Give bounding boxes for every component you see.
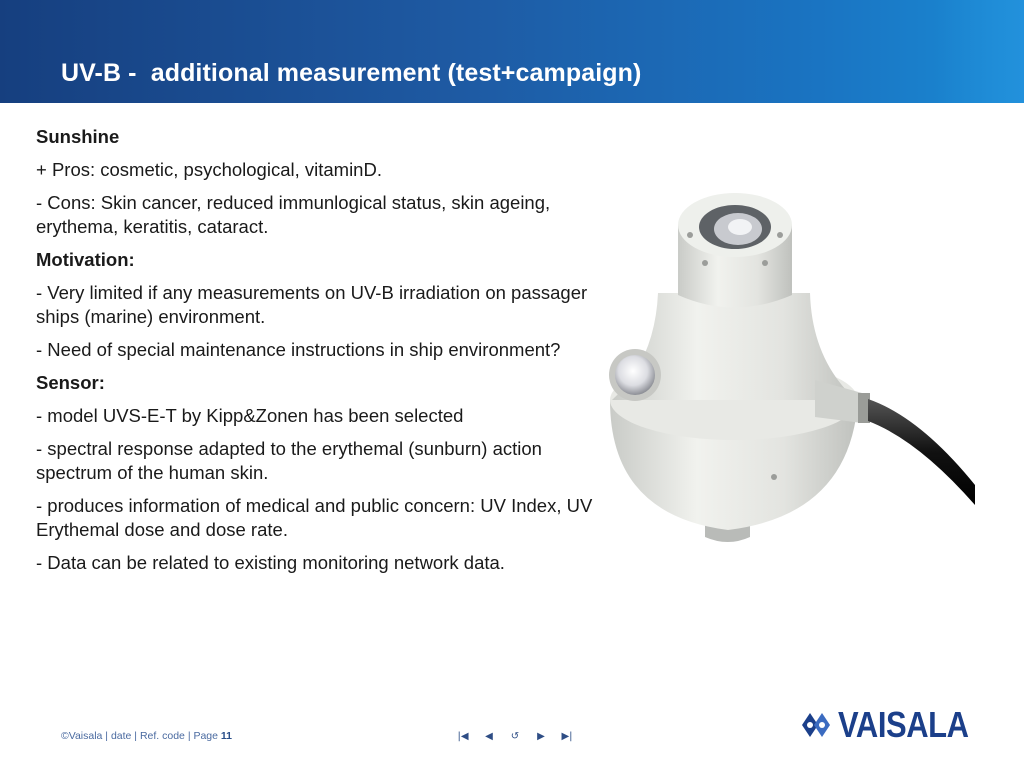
body-paragraph: - model UVS-E-T by Kipp&Zonen has been selected <box>36 405 464 426</box>
section-heading: Sunshine <box>36 126 120 147</box>
next-slide-icon[interactable]: ▶ <box>537 730 545 742</box>
previous-slide-icon[interactable]: ◀ <box>485 730 493 742</box>
section-heading: Motivation: <box>36 249 135 270</box>
logo-wordmark: VAISALA <box>838 704 969 745</box>
body-paragraph: + Pros: cosmetic, psychological, vitaminD. <box>36 159 382 180</box>
first-slide-icon[interactable]: |◀ <box>457 730 469 742</box>
last-slide-icon[interactable]: ▶| <box>561 730 573 742</box>
return-icon[interactable]: ↺ <box>510 730 520 742</box>
uv-sensor-photo <box>600 185 975 550</box>
body-paragraph: - spectral response adapted to the erythemal (sunburn) action spectrum of the human skin. <box>36 438 542 483</box>
body-paragraph: - Cons: Skin cancer, reduced immunlogical status, skin ageing, erythema, keratitis, cataract. <box>36 192 551 237</box>
section-heading: Sensor: <box>36 372 105 393</box>
body-paragraph: - Very limited if any measurements on UV-B irradiation on passager ships (marine) environment. <box>36 282 588 327</box>
body-paragraph: - Need of special maintenance instructions in ship environment? <box>36 339 561 360</box>
footer-text: ©Vaisala | date | Ref. code | Page <box>61 730 221 742</box>
page-number: 11 <box>220 730 233 742</box>
body-paragraph: - produces information of medical and public concern: UV Index, UV Erythemal dose and dose rate. <box>36 495 593 540</box>
body-paragraph: - Data can be related to existing monitoring network data. <box>36 552 505 573</box>
slide-title: UV-B - additional measurement (test+campaign) <box>61 59 642 87</box>
slide-navigation <box>450 728 580 744</box>
slide-body <box>36 125 602 584</box>
footer-copyright <box>61 730 232 742</box>
